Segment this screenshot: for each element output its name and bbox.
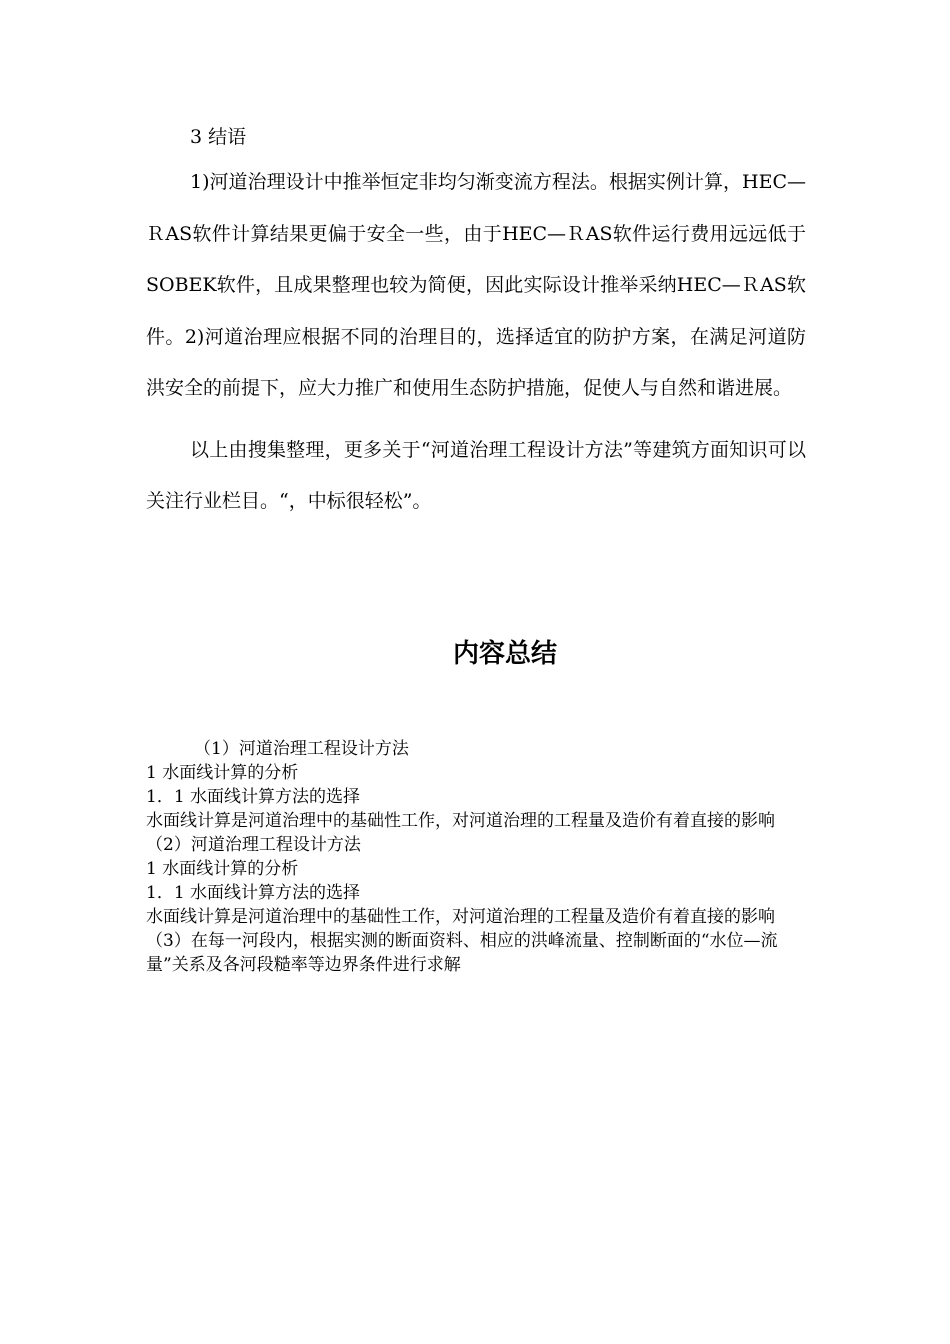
- summary-line: 1 水面线计算的分析: [146, 859, 299, 879]
- source-note-paragraph: 以上由搜集整理，更多关于“河道治理工程设计方法”等建筑方面知识可以关注行业栏目。“，中标很轻松”。: [146, 438, 806, 512]
- summary-title: 内容总结: [452, 639, 557, 669]
- summary-line: 1．1 水面线计算方法的选择: [146, 787, 361, 807]
- summary-line: （2）河道治理工程设计方法: [146, 835, 361, 855]
- summary-line: 1 水面线计算的分析: [146, 763, 299, 783]
- conclusion-paragraph: 1)河道治理设计中推举恒定非均匀渐变流方程法。根据实例计算，HEC—ＲAS软件计算结果更偏于安全一些，由于HEC—ＲAS软件运行费用远远低于SOBEK软件，且成果整理也较为简便，因此实际设计推举采纳HEC—ＲAS软件。2)河道治理应根据不同的治理目的，选择适宜的防护方案，在满足河道防洪安全的前提下，应大力推广和使用生态防护措施，促使人与自然和谐进展。: [146, 171, 806, 399]
- summary-line: 水面线计算是河道治理中的基础性工作，对河道治理的工程量及造价有着直接的影响: [146, 811, 775, 831]
- summary-list: [146, 737, 801, 977]
- summary-line: 1．1 水面线计算方法的选择: [146, 883, 361, 903]
- section-heading: 3 结语: [190, 126, 247, 148]
- summary-line: 水面线计算是河道治理中的基础性工作，对河道治理的工程量及造价有着直接的影响: [146, 907, 775, 927]
- summary-line: （3）在每一河段内，根据实测的断面资料、相应的洪峰流量、控制断面的“水位—流量”关系及各河段糙率等边界条件进行求解: [146, 931, 778, 975]
- summary-line: （1）河道治理工程设计方法: [194, 739, 409, 759]
- conclusion-section: [146, 117, 806, 528]
